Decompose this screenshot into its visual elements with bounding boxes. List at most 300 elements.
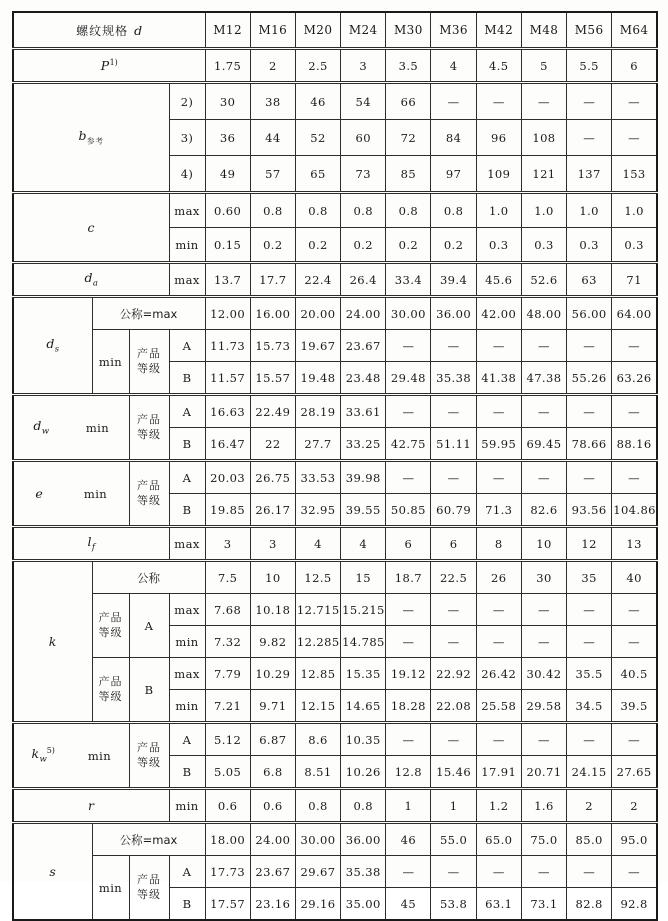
value-cell: — xyxy=(567,626,612,658)
value-cell: 40.5 xyxy=(612,658,657,690)
value-cell: 26.75 xyxy=(250,461,295,494)
row-kw-min-a xyxy=(13,723,657,756)
value-cell: 15.35 xyxy=(341,658,386,690)
value-cell: 22.5 xyxy=(431,561,476,594)
value-cell: 0.60 xyxy=(205,193,250,228)
column-header: M20 xyxy=(295,12,340,49)
value-cell: — xyxy=(521,723,566,756)
value-cell: 16.00 xyxy=(250,297,295,330)
kw-symbol: $k_w^{5)}$ xyxy=(31,746,55,765)
value-cell: — xyxy=(612,120,657,156)
value-cell: 22.08 xyxy=(431,690,476,723)
value-cell: — xyxy=(431,83,476,120)
value-cell: 46 xyxy=(386,823,431,856)
value-cell: 6.8 xyxy=(250,756,295,789)
value-cell: 15.46 xyxy=(431,756,476,789)
value-cell: 3 xyxy=(205,527,250,561)
grade-line2: 等级 xyxy=(137,427,161,441)
value-cell: 35 xyxy=(567,561,612,594)
value-cell: 7.32 xyxy=(205,626,250,658)
row-s-nominal xyxy=(13,823,657,856)
value-cell: 57 xyxy=(250,156,295,193)
max-cell: max xyxy=(169,527,205,561)
value-cell: 4.5 xyxy=(476,49,521,83)
row-k-b-max xyxy=(13,658,657,690)
thread-spec-label xyxy=(13,12,205,49)
value-cell: 0.8 xyxy=(295,193,340,228)
value-cell: 15 xyxy=(341,561,386,594)
value-cell: — xyxy=(476,395,521,428)
value-cell: 36.00 xyxy=(341,823,386,856)
ds-subscript: s xyxy=(54,344,60,355)
value-cell: 96 xyxy=(476,120,521,156)
value-cell: 88.16 xyxy=(612,428,657,461)
value-cell: 3 xyxy=(250,527,295,561)
min-cell: min xyxy=(92,330,129,395)
value-cell: 10.26 xyxy=(341,756,386,789)
value-cell: 0.15 xyxy=(205,228,250,263)
value-cell: 97 xyxy=(431,156,476,193)
value-cell: 64.00 xyxy=(612,297,657,330)
value-cell: 39.5 xyxy=(612,690,657,723)
value-cell: 22.4 xyxy=(295,263,340,297)
value-cell: 0.6 xyxy=(250,789,295,823)
value-cell: 13 xyxy=(612,527,657,561)
value-cell: — xyxy=(476,330,521,362)
value-cell: — xyxy=(521,330,566,362)
label-p xyxy=(13,49,205,83)
value-cell: — xyxy=(386,723,431,756)
min-text: min xyxy=(85,420,110,435)
value-cell: 6 xyxy=(431,527,476,561)
value-cell: 6 xyxy=(386,527,431,561)
max-cell: max xyxy=(169,263,205,297)
value-cell: 0.6 xyxy=(205,789,250,823)
value-cell: 63.26 xyxy=(612,362,657,395)
grade-a-cell: A xyxy=(169,856,205,888)
value-cell: 4 xyxy=(341,527,386,561)
value-cell: 0.2 xyxy=(250,228,295,263)
value-cell: — xyxy=(476,461,521,494)
value-cell: 66 xyxy=(386,83,431,120)
column-header: M16 xyxy=(250,12,295,49)
value-cell: 3 xyxy=(341,49,386,83)
min-cell: min xyxy=(169,690,205,723)
value-cell: 48.00 xyxy=(521,297,566,330)
p-symbol: P xyxy=(100,58,110,74)
value-cell: — xyxy=(386,626,431,658)
value-cell: 63 xyxy=(567,263,612,297)
value-cell: 2.5 xyxy=(295,49,340,83)
value-cell: 20.00 xyxy=(295,297,340,330)
value-cell: 30.00 xyxy=(295,823,340,856)
product-grade-cell xyxy=(92,658,129,723)
grade-line1: 产品 xyxy=(137,479,161,493)
value-cell: 8 xyxy=(476,527,521,561)
grade-line1: 产品 xyxy=(137,413,161,427)
value-cell: 23.67 xyxy=(341,330,386,362)
b-subscript: 参考 xyxy=(86,136,104,146)
value-cell: 92.8 xyxy=(612,888,657,921)
value-cell: 26.4 xyxy=(341,263,386,297)
value-cell: — xyxy=(567,83,612,120)
value-cell: 20.03 xyxy=(205,461,250,494)
value-cell: 15.215 xyxy=(341,594,386,626)
value-cell: 1.6 xyxy=(521,789,566,823)
value-cell: 14.785 xyxy=(341,626,386,658)
value-cell: 12.8 xyxy=(386,756,431,789)
value-cell: 71.3 xyxy=(476,494,521,527)
label-ds xyxy=(13,297,92,395)
value-cell: 78.66 xyxy=(567,428,612,461)
value-cell: — xyxy=(567,120,612,156)
max-cell: max xyxy=(169,658,205,690)
value-cell: 25.58 xyxy=(476,690,521,723)
value-cell: 65 xyxy=(295,156,340,193)
value-cell: — xyxy=(612,594,657,626)
value-cell: 46 xyxy=(295,83,340,120)
value-cell: 36.00 xyxy=(431,297,476,330)
c-symbol: c xyxy=(87,220,95,235)
label-b xyxy=(13,83,169,193)
value-cell: 16.63 xyxy=(205,395,250,428)
value-cell: 49 xyxy=(205,156,250,193)
da-symbol: d xyxy=(84,270,93,286)
max-cell: max xyxy=(169,594,205,626)
value-cell: — xyxy=(386,856,431,888)
value-cell: 1 xyxy=(386,789,431,823)
value-cell: 50.85 xyxy=(386,494,431,527)
row-k-a-max xyxy=(13,594,657,626)
max-cell: max xyxy=(169,193,205,228)
value-cell: 36 xyxy=(205,120,250,156)
value-cell: 0.3 xyxy=(476,228,521,263)
value-cell: 0.3 xyxy=(521,228,566,263)
value-cell: 24.00 xyxy=(341,297,386,330)
value-cell: 33.53 xyxy=(295,461,340,494)
value-cell: 54 xyxy=(341,83,386,120)
value-cell: — xyxy=(521,461,566,494)
row-ds-min-a xyxy=(13,330,657,362)
value-cell: 7.5 xyxy=(205,561,250,594)
value-cell: 34.5 xyxy=(567,690,612,723)
value-cell: — xyxy=(431,626,476,658)
value-cell: 30.00 xyxy=(386,297,431,330)
p-footnote-mark: 1) xyxy=(109,57,118,67)
value-cell: 9.71 xyxy=(250,690,295,723)
value-cell: 56.00 xyxy=(567,297,612,330)
value-cell: 42.00 xyxy=(476,297,521,330)
value-cell: 0.2 xyxy=(386,228,431,263)
value-cell: 35.38 xyxy=(341,856,386,888)
column-header: M56 xyxy=(567,12,612,49)
value-cell: 51.11 xyxy=(431,428,476,461)
value-cell: 6 xyxy=(612,49,657,83)
row-r-min xyxy=(13,789,657,823)
value-cell: 137 xyxy=(567,156,612,193)
value-cell: 10.29 xyxy=(250,658,295,690)
value-cell: 12.00 xyxy=(205,297,250,330)
value-cell: 72 xyxy=(386,120,431,156)
value-cell: — xyxy=(386,461,431,494)
value-cell: 18.7 xyxy=(386,561,431,594)
row-lf-max xyxy=(13,527,657,561)
value-cell: 60 xyxy=(341,120,386,156)
value-cell: 2 xyxy=(612,789,657,823)
value-cell: 63.1 xyxy=(476,888,521,921)
grade-line2: 等级 xyxy=(137,361,161,375)
value-cell: 104.86 xyxy=(612,494,657,527)
grade-b-cell: B xyxy=(169,428,205,461)
value-cell: 12.5 xyxy=(295,561,340,594)
value-cell: 10.35 xyxy=(341,723,386,756)
value-cell: — xyxy=(612,395,657,428)
value-cell: 0.3 xyxy=(612,228,657,263)
value-cell: 29.67 xyxy=(295,856,340,888)
value-cell: 19.67 xyxy=(295,330,340,362)
value-cell: 15.73 xyxy=(250,330,295,362)
value-cell: 33.61 xyxy=(341,395,386,428)
value-cell: 27.65 xyxy=(612,756,657,789)
value-cell: 73 xyxy=(341,156,386,193)
bolt-dimension-table xyxy=(12,11,658,921)
min-cell: min xyxy=(169,626,205,658)
ds-symbol: d xyxy=(46,336,55,352)
value-cell: 82.8 xyxy=(567,888,612,921)
column-header: M30 xyxy=(386,12,431,49)
value-cell: 19.12 xyxy=(386,658,431,690)
value-cell: — xyxy=(567,594,612,626)
row-s-min-a xyxy=(13,856,657,888)
value-cell: 22.92 xyxy=(431,658,476,690)
value-cell: 28.19 xyxy=(295,395,340,428)
product-grade-cell xyxy=(129,330,169,395)
value-cell: 69.45 xyxy=(521,428,566,461)
value-cell: 17.73 xyxy=(205,856,250,888)
value-cell: 32.95 xyxy=(295,494,340,527)
product-grade-cell xyxy=(129,856,169,921)
header-row xyxy=(13,12,657,49)
grade-b-cell: B xyxy=(169,756,205,789)
grade-line1: 产品 xyxy=(98,611,123,625)
min-text: min xyxy=(87,748,112,763)
value-cell: — xyxy=(386,330,431,362)
mark-cell: 2) xyxy=(169,83,205,120)
value-cell: — xyxy=(567,723,612,756)
s-symbol: s xyxy=(49,864,57,879)
value-cell: 13.7 xyxy=(205,263,250,297)
row-dw-min-a xyxy=(13,395,657,428)
row-k-nominal xyxy=(13,561,657,594)
value-cell: 10 xyxy=(250,561,295,594)
value-cell: 12.285 xyxy=(295,626,340,658)
value-cell: 29.16 xyxy=(295,888,340,921)
value-cell: 0.8 xyxy=(250,193,295,228)
value-cell: 2 xyxy=(250,49,295,83)
value-cell: 10.18 xyxy=(250,594,295,626)
grade-line2: 等级 xyxy=(137,493,161,507)
value-cell: 45.6 xyxy=(476,263,521,297)
product-grade-cell xyxy=(129,461,169,527)
value-cell: 23.67 xyxy=(250,856,295,888)
row-pitch xyxy=(13,49,657,83)
value-cell: 42.75 xyxy=(386,428,431,461)
value-cell: 0.8 xyxy=(295,789,340,823)
value-cell: 39.55 xyxy=(341,494,386,527)
lf-symbol: l xyxy=(87,534,92,550)
value-cell: 108 xyxy=(521,120,566,156)
value-cell: 1.0 xyxy=(476,193,521,228)
value-cell: 23.16 xyxy=(250,888,295,921)
value-cell: 20.71 xyxy=(521,756,566,789)
value-cell: 3.5 xyxy=(386,49,431,83)
value-cell: 12.715 xyxy=(295,594,340,626)
value-cell: — xyxy=(431,856,476,888)
value-cell: 23.48 xyxy=(341,362,386,395)
value-cell: 1.0 xyxy=(521,193,566,228)
value-cell: — xyxy=(567,330,612,362)
value-cell: 24.00 xyxy=(250,823,295,856)
grade-line2: 等级 xyxy=(137,755,161,769)
value-cell: 41.38 xyxy=(476,362,521,395)
r-symbol: r xyxy=(88,798,95,813)
value-cell: 53.8 xyxy=(431,888,476,921)
k-symbol: k xyxy=(48,634,57,649)
min-cell: min xyxy=(169,789,205,823)
value-cell: — xyxy=(612,83,657,120)
value-cell: 12.15 xyxy=(295,690,340,723)
value-cell: 19.85 xyxy=(205,494,250,527)
value-cell: 22.49 xyxy=(250,395,295,428)
value-cell: 7.68 xyxy=(205,594,250,626)
grade-a-cell: A xyxy=(169,723,205,756)
grade-a-cell: A xyxy=(169,461,205,494)
row-b-2 xyxy=(13,83,657,120)
column-header: M42 xyxy=(476,12,521,49)
value-cell: 17.91 xyxy=(476,756,521,789)
product-grade-cell xyxy=(129,723,169,789)
label-r xyxy=(13,789,169,823)
label-e-min xyxy=(13,461,129,527)
grade-b-cell: B xyxy=(129,658,169,723)
dw-symbol: $d_w$ xyxy=(33,418,50,437)
value-cell: 39.98 xyxy=(341,461,386,494)
value-cell: — xyxy=(612,723,657,756)
value-cell: 0.8 xyxy=(386,193,431,228)
value-cell: 4 xyxy=(295,527,340,561)
value-cell: 65.0 xyxy=(476,823,521,856)
value-cell: 39.4 xyxy=(431,263,476,297)
value-cell: — xyxy=(476,723,521,756)
value-cell: 55.0 xyxy=(431,823,476,856)
value-cell: 22 xyxy=(250,428,295,461)
value-cell: 5 xyxy=(521,49,566,83)
da-subscript: a xyxy=(92,278,98,289)
thread-spec-symbol: d xyxy=(134,22,143,38)
label-s xyxy=(13,823,92,921)
label-c xyxy=(13,193,169,263)
value-cell: 35.5 xyxy=(567,658,612,690)
b-symbol: b xyxy=(78,128,87,144)
value-cell: 29.48 xyxy=(386,362,431,395)
value-cell: 1 xyxy=(431,789,476,823)
value-cell: 0.2 xyxy=(431,228,476,263)
value-cell: 1.2 xyxy=(476,789,521,823)
grade-line2: 等级 xyxy=(98,689,123,703)
value-cell: 35.00 xyxy=(341,888,386,921)
value-cell: 17.7 xyxy=(250,263,295,297)
value-cell: 33.4 xyxy=(386,263,431,297)
value-cell: 5.05 xyxy=(205,756,250,789)
value-cell: 24.15 xyxy=(567,756,612,789)
value-cell: 59.95 xyxy=(476,428,521,461)
value-cell: — xyxy=(386,395,431,428)
value-cell: — xyxy=(567,856,612,888)
min-text: min xyxy=(83,486,108,501)
value-cell: 10 xyxy=(521,527,566,561)
value-cell: 17.57 xyxy=(205,888,250,921)
value-cell: 35.38 xyxy=(431,362,476,395)
column-header: M48 xyxy=(521,12,566,49)
e-symbol: e xyxy=(35,486,44,501)
value-cell: 26.17 xyxy=(250,494,295,527)
grade-a-cell: A xyxy=(169,395,205,428)
value-cell: 30 xyxy=(521,561,566,594)
value-cell: 0.2 xyxy=(295,228,340,263)
value-cell: 1.0 xyxy=(567,193,612,228)
thread-spec-text: 螺纹规格 xyxy=(76,23,129,38)
value-cell: 2 xyxy=(567,789,612,823)
mark-cell: 3) xyxy=(169,120,205,156)
value-cell: — xyxy=(476,626,521,658)
row-ds-nominal xyxy=(13,297,657,330)
value-cell: 95.0 xyxy=(612,823,657,856)
value-cell: — xyxy=(521,395,566,428)
value-cell: 8.6 xyxy=(295,723,340,756)
grade-a-cell: A xyxy=(169,330,205,362)
value-cell: 7.21 xyxy=(205,690,250,723)
nominal-eq-max-cell: 公称=max xyxy=(92,823,205,856)
value-cell: 11.57 xyxy=(205,362,250,395)
row-c-max xyxy=(13,193,657,228)
value-cell: 18.28 xyxy=(386,690,431,723)
value-cell: 6.87 xyxy=(250,723,295,756)
value-cell: 109 xyxy=(476,156,521,193)
value-cell: — xyxy=(521,594,566,626)
column-header: M36 xyxy=(431,12,476,49)
value-cell: 40 xyxy=(612,561,657,594)
value-cell: 19.48 xyxy=(295,362,340,395)
value-cell: 55.26 xyxy=(567,362,612,395)
grade-b-cell: B xyxy=(169,362,205,395)
value-cell: 26.42 xyxy=(476,658,521,690)
column-header: M64 xyxy=(612,12,657,49)
value-cell: 82.6 xyxy=(521,494,566,527)
value-cell: 73.1 xyxy=(521,888,566,921)
value-cell: — xyxy=(612,626,657,658)
grade-line2: 等级 xyxy=(137,887,161,901)
value-cell: 5.12 xyxy=(205,723,250,756)
grade-a-cell: A xyxy=(129,594,169,658)
label-k xyxy=(13,561,92,723)
value-cell: 30.42 xyxy=(521,658,566,690)
min-cell: min xyxy=(92,856,129,921)
label-da xyxy=(13,263,169,297)
value-cell: 1.0 xyxy=(612,193,657,228)
lf-subscript: f xyxy=(91,542,96,553)
value-cell: 44 xyxy=(250,120,295,156)
row-e-min-a xyxy=(13,461,657,494)
